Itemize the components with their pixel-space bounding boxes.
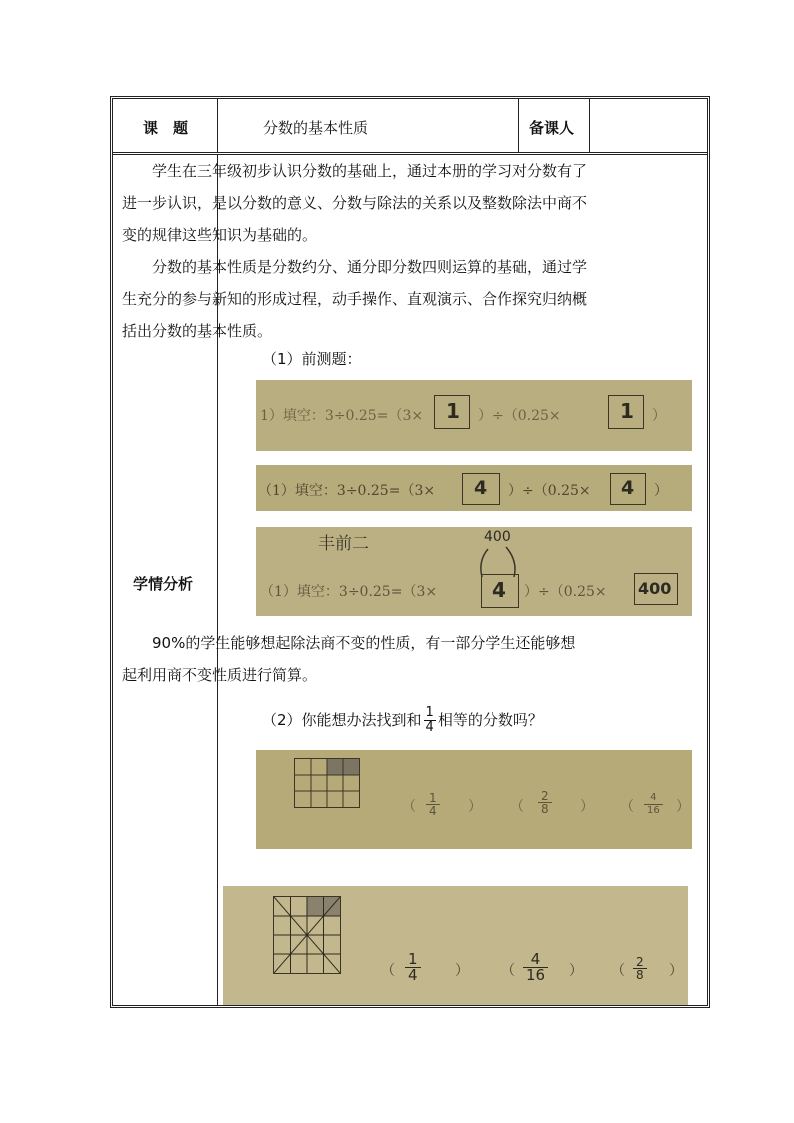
lesson-title: 分数的基本性质 [263,119,369,137]
photo-text: ） [652,408,666,424]
preparer-label: 备课人 [529,119,575,137]
pretest-photo-2 [256,465,692,511]
fraction-answer: 4 16 [523,952,548,983]
answer-box [434,395,470,429]
paragraph: 90%的学生能够想起除法商不变的性质，有一部分学生还能够想起利用商不变性质进行简算。 [122,634,576,684]
pretest-photo-1 [256,380,692,451]
fraction-numerator: 1 [425,705,434,720]
paragraph: 分数的基本性质是分数约分、通分即分数四则运算的基础，通过学生充分的参与新知的形成过程，动手操作、直观演示、合作探究归纳概括出分数的基本性质。 [122,258,588,340]
photo-text: ）÷（0.25× [508,483,591,499]
answer-box [634,573,678,605]
question-text: 相等的分数吗？ [437,711,543,729]
handwritten-annotation: 400 [484,529,511,545]
photo-text: ） [654,483,668,499]
answer-box [608,395,644,429]
header-row [113,99,707,155]
divider [589,99,590,152]
question-line [262,706,543,735]
question-text: （2）你能想办法找到和 [262,711,422,729]
answer-box [610,473,646,505]
handwritten-answer: 1 [620,399,634,423]
fraction-answer: 2 8 [538,790,552,815]
title-label: 课 题 [143,119,189,137]
answer-box [481,574,519,608]
grid-figure [273,896,341,974]
handwritten-note: 丰前二 [318,534,369,554]
fraction-answer: 4 16 [644,792,663,817]
photo-text: ）÷（0.25× [478,408,561,424]
result-text [122,627,587,691]
fraction [424,706,436,735]
grid-photo-1: （ 1 4 ） （ 2 8 ） （ 4 16 ） [256,750,692,849]
pretest-label: （1）前测题： [262,350,362,368]
handwritten-answer: 400 [638,579,672,598]
divider [518,99,519,152]
photo-text: （1）填空：3÷0.25=（3× [260,584,438,600]
grid-figure [294,758,360,808]
handwritten-answer: 4 [492,578,506,602]
handwritten-answer: 4 [621,477,635,499]
handwritten-answer: 1 [446,399,460,423]
pretest-photo-3 [256,527,692,616]
analysis-text [122,155,587,347]
divider [217,99,218,152]
fraction-denominator: 4 [425,720,434,735]
section-label: 学情分析 [133,575,194,593]
photo-text: ）÷（0.25× [524,584,607,600]
fraction-answer: 1 4 [405,952,421,983]
photo-text: （1）填空：3÷0.25=（3× [258,483,436,499]
photo-text: 1）填空：3÷0.25=（3× [260,408,424,424]
grid-photo-2: （ 1 4 ） （ 4 16 ） （ 2 8 ） [223,886,688,1005]
fraction-answer: 2 8 [633,956,647,981]
handwritten-answer: 4 [474,477,488,499]
answer-box [462,473,500,505]
paragraph: 学生在三年级初步认识分数的基础上，通过本册的学习对分数有了进一步认识，是以分数的意义、分数与除法的关系以及整数除法中商不变的规律这些知识为基础的。 [122,162,588,244]
fraction-answer: 1 4 [426,792,440,817]
annotation-lines [256,527,692,616]
